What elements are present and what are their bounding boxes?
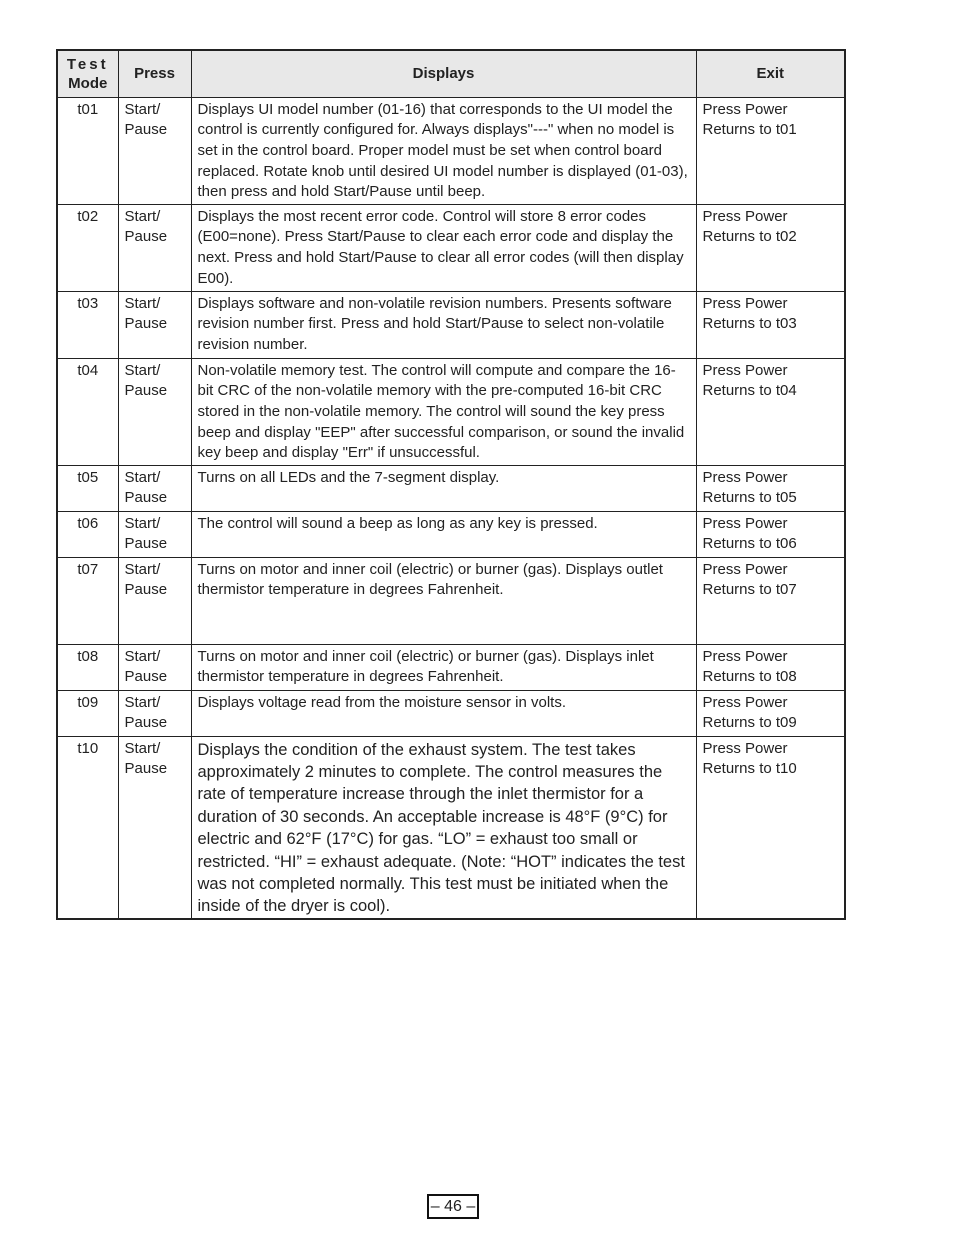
- table-row: [57, 557, 845, 644]
- exit-cell: Press Power Returns to t06: [696, 511, 845, 557]
- press-cell: Start/ Pause: [118, 465, 191, 511]
- table-row: [57, 204, 845, 291]
- header-press: Press: [118, 50, 191, 97]
- displays-cell: Displays the most recent error code. Control will store 8 error codes (E00=none). Press Start/Pause to clear each error code and display the next. Press and hold Start/Pause to clear all error codes (will then display E00).: [191, 204, 696, 291]
- table-row: [57, 465, 845, 511]
- exit-cell: Press Power Returns to t09: [696, 690, 845, 736]
- header-displays: Displays: [191, 50, 696, 97]
- page-number: – 46 –: [427, 1194, 479, 1219]
- displays-cell: Turns on all LEDs and the 7-segment display.: [191, 465, 696, 511]
- exit-cell: Press Power Returns to t03: [696, 291, 845, 358]
- mode-cell: t01: [57, 97, 118, 204]
- table-row: [57, 97, 845, 204]
- table-header-row: [57, 50, 845, 97]
- press-cell: Start/ Pause: [118, 358, 191, 465]
- mode-cell: t07: [57, 557, 118, 644]
- press-cell: Start/ Pause: [118, 557, 191, 644]
- mode-cell: t02: [57, 204, 118, 291]
- header-test-mode: [57, 50, 118, 97]
- table-row: [57, 358, 845, 465]
- exit-cell: Press Power Returns to t02: [696, 204, 845, 291]
- displays-cell: Non-volatile memory test. The control will compute and compare the 16-bit CRC of the non-volatile memory with the pre-computed 16-bit CRC stored in the non-volatile memory. The control will sound the key press beep and display "EEP" after successful comparison, or sound the invalid key beep and display "Err" if unsuccessful.: [191, 358, 696, 465]
- displays-cell: Displays voltage read from the moisture sensor in volts.: [191, 690, 696, 736]
- press-cell: Start/ Pause: [118, 644, 191, 690]
- displays-cell: Displays UI model number (01-16) that corresponds to the UI model the control is currently configured for. Always displays"---" when no model is set in the control board. Proper model must be set when control board replaced. Rotate knob until desired UI model number is displayed (01-03), then press and hold Start/Pause until beep.: [191, 97, 696, 204]
- table-row: [57, 736, 845, 919]
- header-test-mode-line1: Test: [66, 55, 109, 73]
- displays-cell: Displays software and non-volatile revision numbers. Presents software revision number first. Press and hold Start/Pause to select non-volatile revision number.: [191, 291, 696, 358]
- displays-cell: Turns on motor and inner coil (electric) or burner (gas). Displays inlet thermistor temperature in degrees Fahrenheit.: [191, 644, 696, 690]
- press-cell: Start/ Pause: [118, 511, 191, 557]
- press-cell: Start/ Pause: [118, 97, 191, 204]
- mode-cell: t05: [57, 465, 118, 511]
- press-cell: Start/ Pause: [118, 736, 191, 919]
- exit-cell: Press Power Returns to t05: [696, 465, 845, 511]
- mode-cell: t09: [57, 690, 118, 736]
- test-mode-table: [56, 49, 846, 920]
- table-row: [57, 291, 845, 358]
- header-test-mode-line2: Mode: [68, 74, 108, 92]
- mode-cell: t06: [57, 511, 118, 557]
- exit-cell: Press Power Returns to t07: [696, 557, 845, 644]
- displays-cell: Turns on motor and inner coil (electric) or burner (gas). Displays outlet thermistor temperature in degrees Fahrenheit.: [191, 557, 696, 644]
- table-row: [57, 690, 845, 736]
- press-cell: Start/ Pause: [118, 204, 191, 291]
- displays-cell: Displays the condition of the exhaust system. The test takes approximately 2 minutes to complete. The control measures the rate of temperature increase through the inlet thermistor for a duration of 30 seconds. An acceptable increase is 48°F (9°C) for electric and 62°F (17°C) for gas. “LO” = exhaust too small or restricted. “HI” = exhaust adequate. (Note: “HOT” indicates the test was not completed normally. This test must be initiated when the inside of the dryer is cool).: [191, 736, 696, 919]
- exit-cell: Press Power Returns to t08: [696, 644, 845, 690]
- mode-cell: t03: [57, 291, 118, 358]
- press-cell: Start/ Pause: [118, 690, 191, 736]
- exit-cell: Press Power Returns to t10: [696, 736, 845, 919]
- exit-cell: Press Power Returns to t04: [696, 358, 845, 465]
- table-row: [57, 511, 845, 557]
- header-exit: Exit: [696, 50, 845, 97]
- mode-cell: t08: [57, 644, 118, 690]
- mode-cell: t10: [57, 736, 118, 919]
- displays-cell: The control will sound a beep as long as any key is pressed.: [191, 511, 696, 557]
- mode-cell: t04: [57, 358, 118, 465]
- exit-cell: Press Power Returns to t01: [696, 97, 845, 204]
- press-cell: Start/ Pause: [118, 291, 191, 358]
- table-row: [57, 644, 845, 690]
